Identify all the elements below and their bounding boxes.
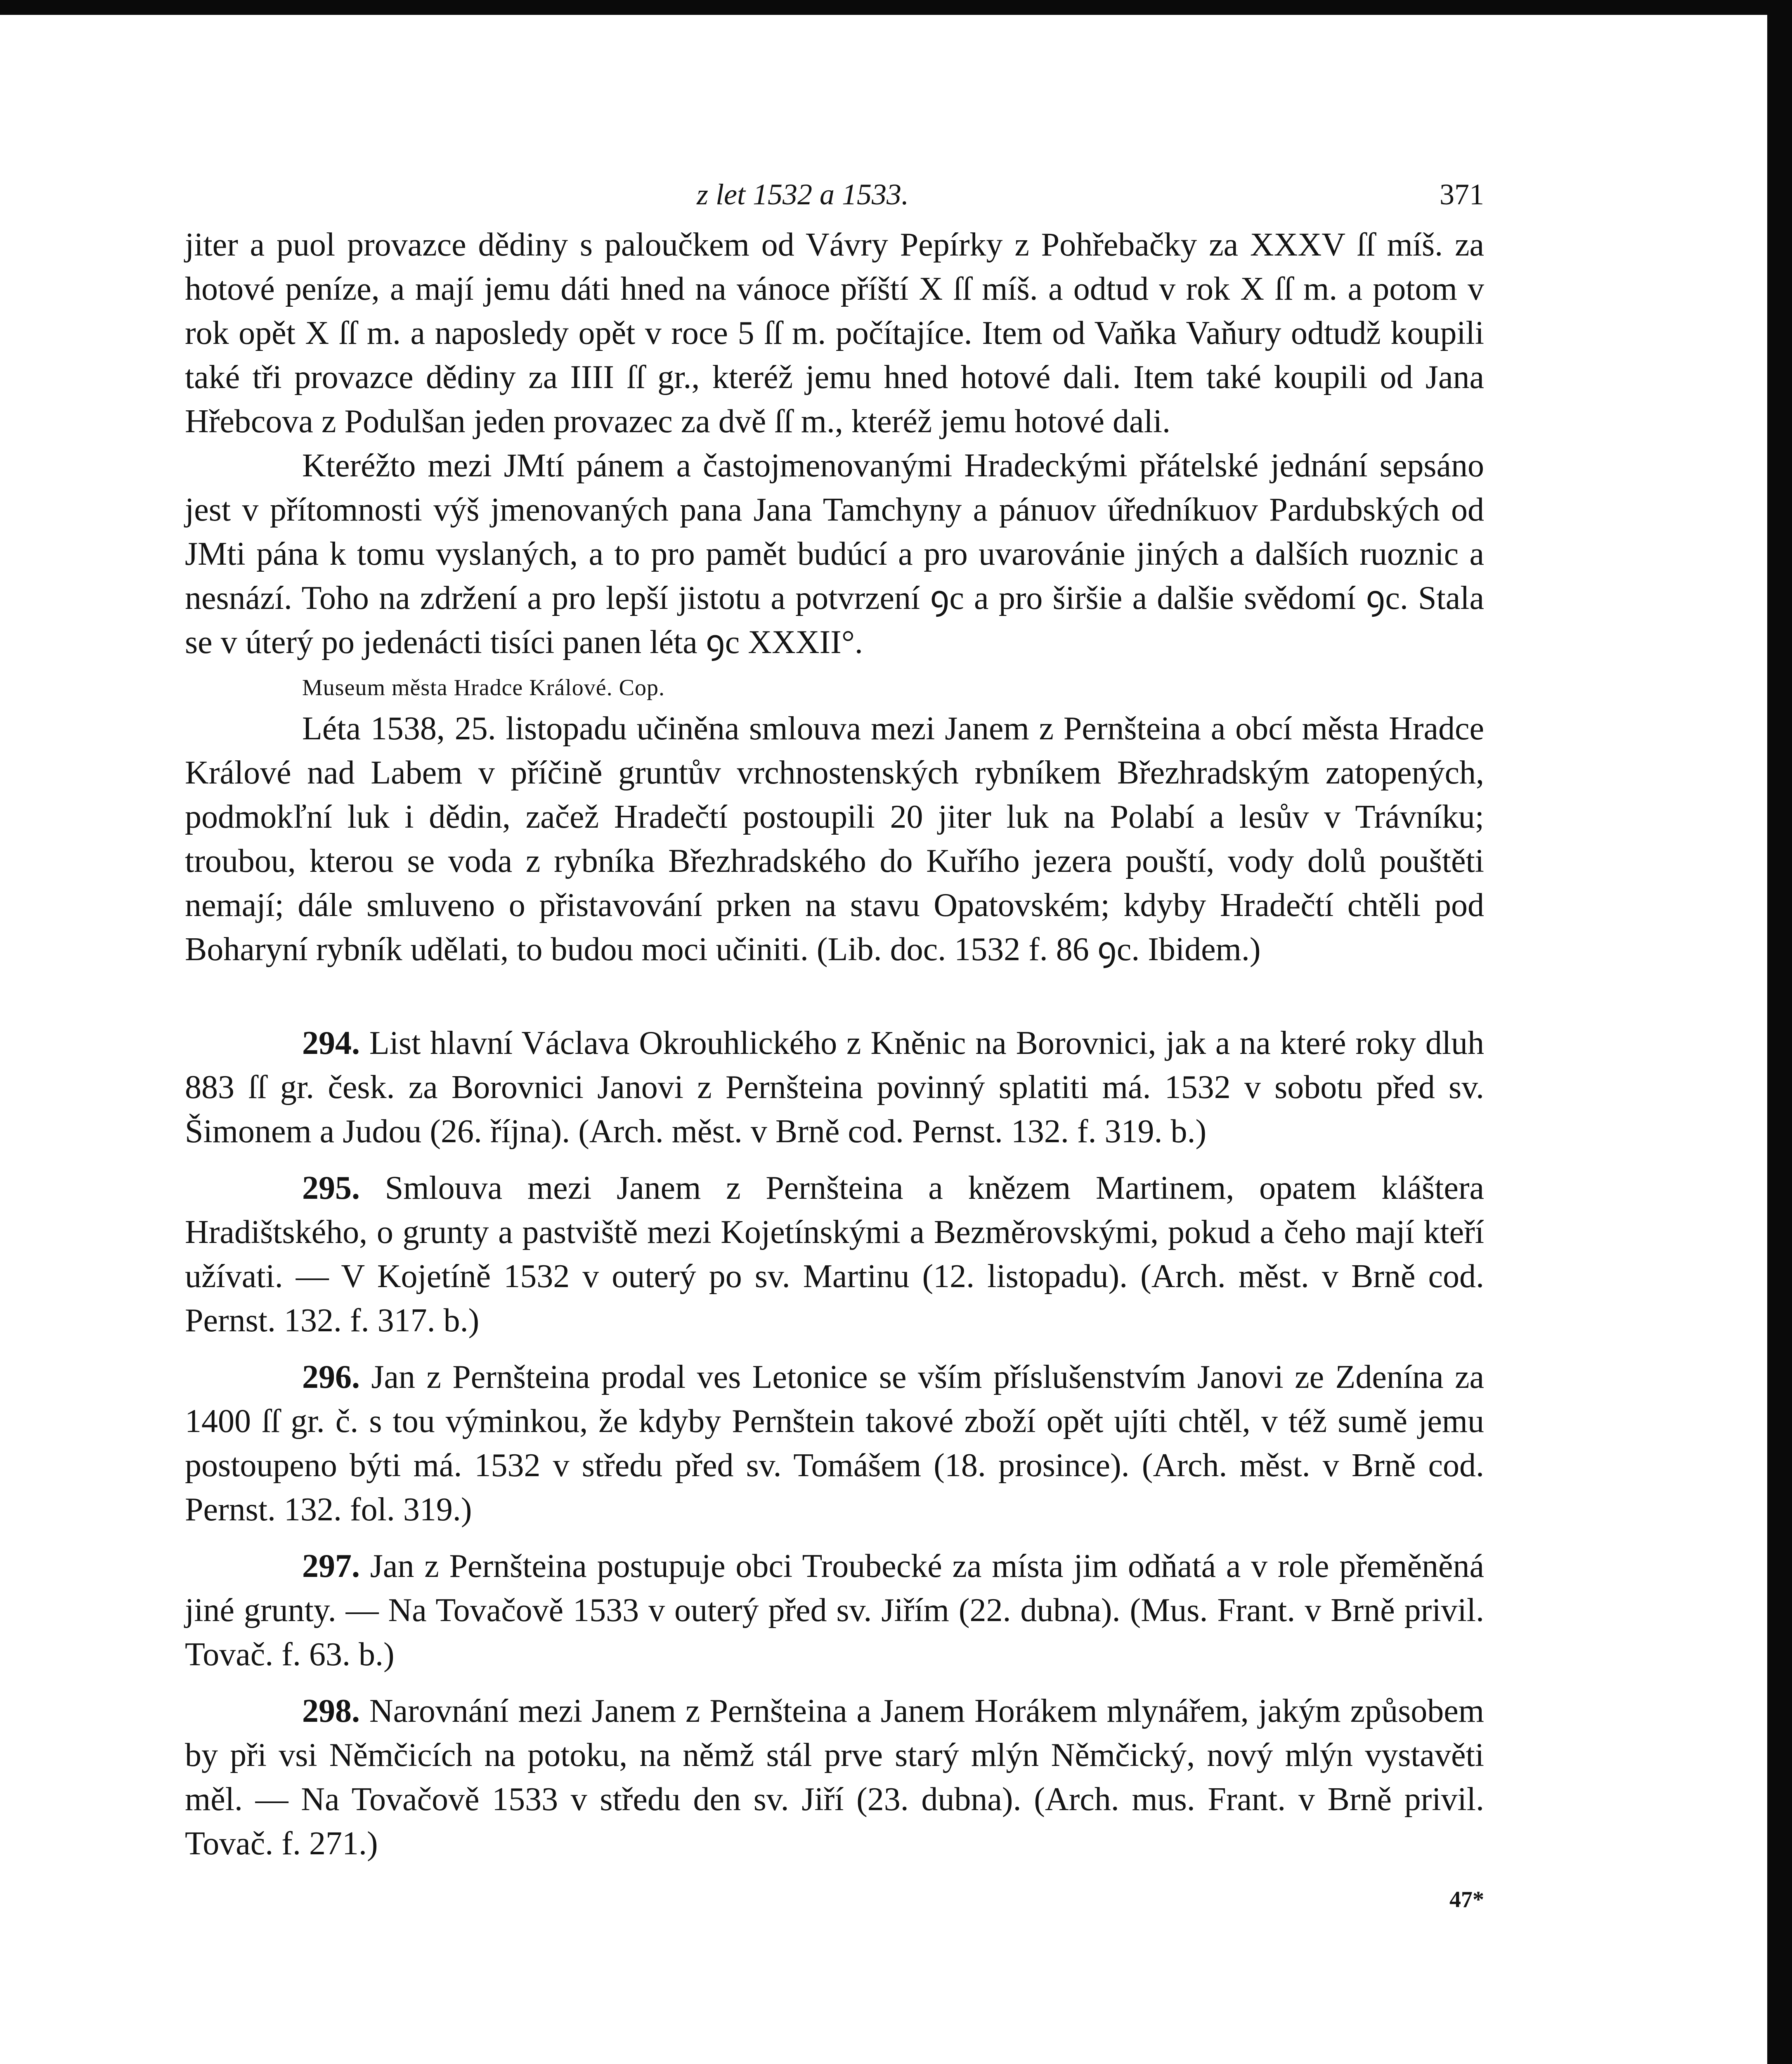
regest-number: 297. xyxy=(302,1548,360,1584)
regest-text: Jan z Pernšteina postupuje obci Troubecké za místa jim odňatá a v role přeměněná jiné grunty. — Na Tovačově 1533 v outerý před sv. Jiřím (22. dubna). (Mus. Frant. v Brně privil. Tovač. f. 63. b.) xyxy=(185,1548,1485,1673)
paragraph-summary: Léta 1538, 25. listopadu učiněna smlouva mezi Janem z Pernšteina a obcí města Hradce Králové nad Labem v příčině gruntův vrchnostenských rybníkem Březhradským zatopených, podmokľní luk i dědin, začež Hradečtí postoupili 20 jiter luk na Polabí a lesův v Trávníku; troubou, kterou se voda z rybníka Březhradského do Kuřího jezera pouští, vody dolů pouštěti nemají; dále smluveno o přistavování prken na stavu Opatovském; kdyby Hradečtí chtěli pod Boharyní rybník udělati, to budou moci učiniti. (Lib. doc. 1532 f. 86 ꝯc. Ibidem.) xyxy=(185,710,1484,968)
book-page xyxy=(185,173,1484,1913)
running-head xyxy=(185,173,1484,223)
running-head-title: z let 1532 a 1533. xyxy=(697,178,909,211)
regest-entry xyxy=(185,1689,1484,1866)
regest-text: Narovnání mezi Janem z Pernšteina a Janem Horákem mlynářem, jakým způsobem by při vsi Němčicích na potoku, na němž stál prve starý mlýn Němčický, nový mlýn vystavěti měl. — Na Tovačově 1533 v středu den sv. Jiří (23. dubna). (Arch. mus. Frant. v Brně privil. Tovač. f. 271.) xyxy=(185,1693,1485,1862)
regest-text: Jan z Pernšteina prodal ves Letonice se vším příslušenstvím Janovi ze Zdenína za 1400 ſſ gr. č. s tou výminkou, že kdyby Pernštein takové zboží opět ujíti chtěl, v též sumě jemu postoupeno býti má. 1532 v středu před sv. Tomášem (18. prosince). (Arch. měst. v Brně cod. Pernst. 132. fol. 319.) xyxy=(185,1359,1484,1528)
paragraph-continuation: jiter a puol provazce dědiny s paloučkem od Vávry Pepírky z Pohřebačky za XXXV ſſ míš. za hotové peníze, a mají jemu dáti hned na vánoce příští X ſſ míš. a odtud v rok X ſſ m. a potom v rok opět X ſſ m. a naposledy opět v roce 5 ſſ m. počítajíce. Item od Vaňka Vaňury odtudž koupili také tři provazce dědiny za IIII ſſ gr., kteréž jemu hned hotové dali. Item také koupili od Jana Hřebcova z Podulšan jeden provazec za dvě ſſ m., kteréž jemu hotové dali. xyxy=(185,227,1484,440)
regest-text: Smlouva mezi Janem z Pernšteina a knězem Martinem, opatem kláštera Hradištského, o grunty a pastviště mezi Kojetínskými a Bezměrovskými, pokud a čeho mají kteří užívati. — V Kojetíně 1532 v outerý po sv. Martinu (12. listopadu). (Arch. měst. v Brně cod. Pernst. 132. f. 317. b.) xyxy=(185,1170,1484,1339)
regest-entry xyxy=(185,1355,1484,1532)
regest-number: 294. xyxy=(302,1025,360,1061)
regest-text: List hlavní Václava Okrouhlického z Kněnic na Borovnici, jak a na které roky dluh 883 ſſ gr. česk. za Borovnici Janovi z Pernšteina povinný splatiti má. 1532 v sobotu před sv. Šimonem a Judou (26. října). (Arch. měst. v Brně cod. Pernst. 132. f. 319. b.) xyxy=(185,1025,1485,1150)
regest-number: 298. xyxy=(302,1693,360,1729)
scan-border-right xyxy=(1767,0,1792,2064)
signature-mark: 47* xyxy=(1449,1887,1484,1913)
source-note: Museum města Hradce Králové. Cop. xyxy=(302,675,665,701)
regest-entry xyxy=(185,1166,1484,1343)
regest-number: 295. xyxy=(302,1170,360,1206)
paragraph-closing: Kteréžto mezi JMtí pánem a častojmenovanými Hradeckými přátelské jednání sepsáno jest v přítomnosti výš jmenovaných pana Jana Tamchyny a pánuov úředníkuov Pardubských od JMti pána k tomu vyslaných, a to pro pamět budúcí a pro uvarovánie jiných a dalších ruoznic a nesnází. Toho na zdržení a pro lepší jistotu a potvrzení ꝯc a pro širšie a dalšie svědomí ꝯc. Stala se v úterý po jedenácti tisíci panen léta ꝯc XXXII°. xyxy=(185,447,1484,660)
regest-number: 296. xyxy=(302,1359,360,1395)
page-number: 371 xyxy=(1440,178,1484,211)
regest-entry xyxy=(185,1544,1484,1677)
regest-entry xyxy=(185,1021,1484,1154)
scan-border-top xyxy=(0,0,1792,15)
